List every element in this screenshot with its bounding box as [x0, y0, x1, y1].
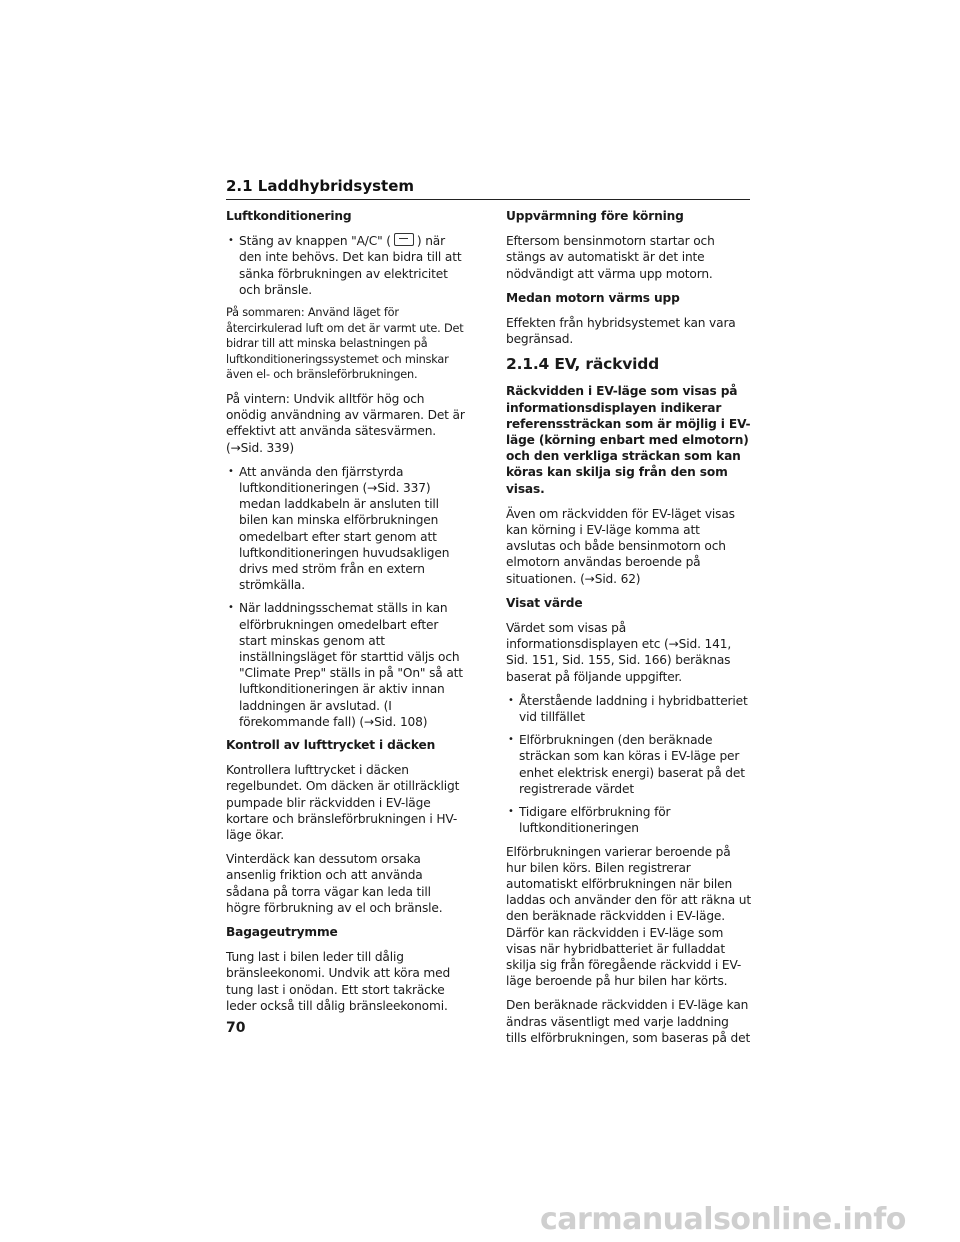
ac-text-pre: Stäng av knappen "A/C" ( [239, 234, 391, 249]
list-item: • Elförbrukningen (den beräknade sträckan som kan köras i EV-läge per enhet elektrisk energi) baserat på det registrerade värdet [506, 732, 752, 797]
luggage-text: Tung last i bilen leder till dålig bränsleekonomi. Undvik att köra med tung last i onödan. Ett stort takräcke leder också till dålig bränsleekonomi. [226, 950, 451, 1013]
list-item [226, 233, 466, 298]
summer-text: På sommaren: Använd läget för återcirkulerad luft om det är varmt ute. Det bidrar till att minska belastningen på luftkonditioneringssystemet och minskar även el- och bränsleförbrukningen. [226, 306, 464, 382]
heading-tire-pressure: Kontroll av lufttrycket i däcken [226, 738, 436, 753]
heading-luggage: Bagageutrymme [226, 925, 338, 940]
heading-air-conditioning: Luftkonditionering [226, 209, 352, 223]
ac-button-icon [394, 233, 414, 246]
factor-list [506, 693, 752, 837]
preheat-text: Eftersom bensinmotorn startar och stängs av automatiskt är det inte nödvändigt att värma upp motorn. [506, 234, 715, 281]
ac-text-post: ) när den inte behövs. Det kan bidra till att sänka förbrukningen av elektricitet och bränsle. [239, 234, 462, 297]
subsection-title: 2.1.4 EV, räckvidd [506, 355, 660, 374]
tire-text-2: Vinterdäck kan dessutom orsaka ansenlig friktion och att använda sådana på torra vägar kan leda till högre förbrukning av el och bränsle. [226, 852, 443, 915]
heading-warm-up: Medan motorn värms upp [506, 290, 680, 305]
list-item: • Att använda den fjärrstyrda luftkonditioneringen (→Sid. 337) medan laddkabeln är ansluten till bilen kan minska elförbrukningen omedelbart efter start genom att luftkonditioneringen huvudsakligen drivs med ström från en extern strömkälla. [226, 464, 466, 594]
winter-text: På vintern: Undvik alltför hög och onödig användning av värmaren. Det är effektivt att använda sätesvärmen. (→Sid. 339) [226, 391, 465, 455]
watermark: carmanualsonline.info [540, 1202, 906, 1237]
section-header [226, 176, 750, 200]
heading-shown-value: Visat värde [506, 595, 583, 610]
list-item: • Tidigare elförbrukning för luftkonditioneringen [506, 804, 752, 836]
section-title: 2.1 Laddhybridsystem [226, 177, 415, 195]
shown-value-text: Värdet som visas på informationsdisplayen etc (→Sid. 141, Sid. 151, Sid. 155, Sid. 166) beräknas baserat på följande uppgifter. [506, 621, 732, 684]
ev-text-3: Den beräknade räckvidden i EV-läge kan ändras väsentligt med varje laddning tills elförbrukningen, som baseras på det [506, 998, 751, 1045]
left-column [226, 208, 466, 1022]
ac-list [226, 233, 466, 298]
ev-text-1: Även om räckvidden för EV-läget visas kan körning i EV-läge komma att avslutas och både bensinmotorn och elmotorn användas beroende på situationen. (→Sid. 62) [506, 506, 735, 586]
heading-preheat: Uppvärmning före körning [506, 209, 684, 223]
page-number: 70 [226, 1020, 246, 1036]
warm-up-text: Effekten från hybridsystemet kan vara begränsad. [506, 316, 736, 347]
right-column [506, 208, 752, 1054]
list-item: • När laddningsschemat ställs in kan elförbrukningen omedelbart efter start minskas genom att inställningsläget för starttid väljs och "Climate Prep" ställs in på "On" så att luftkonditioneringen är aktiv innan laddningen är avslutad. (I förekommande fall) (→Sid. 108) [226, 600, 466, 730]
lead-text: Räckvidden i EV-läge som visas på informationsdisplayen indikerar referenssträckan som är möjlig i EV-läge (körning enbart med elmotorn) och den verkliga sträckan som kan köras kan skilja sig från den som visas. [506, 384, 751, 496]
ev-text-2: Elförbrukningen varierar beroende på hur bilen körs. Bilen registrerar automatiskt elförbrukningen när bilen laddas och använder den för att räkna ut den beräknade räckvidden i EV-läge. Därför kan räckvidden i EV-läge som visas när hybridbatteriet är fulladdat skilja sig från föregående räckvidd i EV-läge beroende på hur bilen har körts. [506, 844, 751, 989]
ac-extra-list [226, 464, 466, 730]
tire-text-1: Kontrollera lufttrycket i däcken regelbundet. Om däcken är otillräckligt pumpade blir räckvidden i EV-läge kortare och bränsleförbrukningen i HV-läge ökar. [226, 763, 460, 843]
list-item: • Återstående laddning i hybridbatteriet vid tillfället [506, 693, 752, 725]
